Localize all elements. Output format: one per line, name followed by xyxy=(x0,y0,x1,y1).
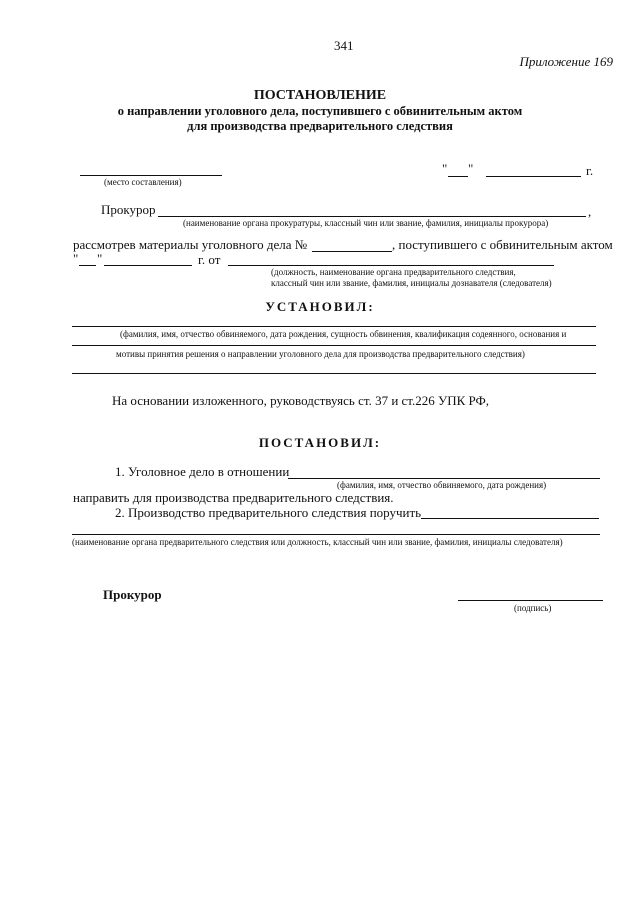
document-title: ПОСТАНОВЛЕНИЕ xyxy=(253,88,387,103)
established-line-1 xyxy=(72,326,596,327)
resolved-item-2: 2. Производство предварительного следствия поручить xyxy=(115,505,422,520)
basis-text: На основании изложенного, руководствуясь ст. 37 и ст.226 УПК РФ, xyxy=(112,393,490,408)
date-day-field xyxy=(448,176,468,177)
materials-text-2: , поступившего с обвинительным актом xyxy=(392,237,613,252)
assignee-field-line-1 xyxy=(421,518,599,519)
established-line-3 xyxy=(72,373,596,374)
prosecutor-caption: (наименование органа прокуратуры, классный чин или звание, фамилия, инициалы прокурора) xyxy=(183,218,549,228)
date-quote-close: " xyxy=(468,161,474,176)
signature-prosecutor-label: Прокурор xyxy=(103,587,162,602)
document-subtitle-line1: о направлении уголовного дела, поступившего с обвинительным актом xyxy=(117,104,523,118)
page-number: 341 xyxy=(334,38,354,53)
established-heading: УСТАНОВИЛ: xyxy=(265,299,375,314)
date-year-suffix: г. xyxy=(586,163,594,178)
date-quote-open: " xyxy=(442,161,448,176)
document-subtitle-line2: для производства предварительного следствия xyxy=(187,119,453,133)
prosecutor-field-line xyxy=(158,216,586,217)
signature-field-line xyxy=(458,600,603,601)
case-number-field xyxy=(312,251,392,252)
assignee-field-line-2 xyxy=(72,534,600,535)
materials-quote-close: " xyxy=(97,251,103,266)
prosecutor-comma: , xyxy=(588,204,592,219)
resolved-item-1-continuation: направить для производства предварительного следствия. xyxy=(73,490,394,505)
established-caption-1: (фамилия, имя, отчество обвиняемого, дата рождения, сущность обвинения, квалификация содеянного, основания и xyxy=(120,329,567,339)
accused-caption: (фамилия, имя, отчество обвиняемого, дата рождения) xyxy=(337,480,547,490)
signature-caption: (подпись) xyxy=(514,603,552,613)
assignee-caption: (наименование органа предварительного следствия или должность, классный чин или звание, фамилия, инициалы следователя) xyxy=(72,537,563,547)
investigator-caption-2: классный чин или звание, фамилия, инициалы дознавателя (следователя) xyxy=(271,278,552,288)
resolved-heading: ПОСТАНОВИЛ: xyxy=(258,435,382,450)
place-caption: (место составления) xyxy=(104,177,182,187)
materials-quote-open: " xyxy=(73,251,79,266)
investigator-caption-1: (должность, наименование органа предварительного следствия, xyxy=(271,267,516,277)
established-line-2 xyxy=(72,345,596,346)
materials-month-field xyxy=(104,265,192,266)
place-field-line xyxy=(80,175,222,176)
appendix-label: Приложение 169 xyxy=(519,54,613,69)
date-month-field xyxy=(486,176,581,177)
resolved-item-1: 1. Уголовное дело в отношении xyxy=(115,464,290,479)
materials-text-1: рассмотрев материалы уголовного дела № xyxy=(73,237,308,252)
investigator-field-line xyxy=(228,265,554,266)
accused-name-field xyxy=(288,478,600,479)
materials-day-field xyxy=(79,265,96,266)
prosecutor-label: Прокурор xyxy=(101,202,156,217)
materials-year-from: г. от xyxy=(198,252,221,267)
established-caption-2: мотивы принятия решения о направлении уголовного дела для производства предварительного следствия) xyxy=(116,349,525,359)
